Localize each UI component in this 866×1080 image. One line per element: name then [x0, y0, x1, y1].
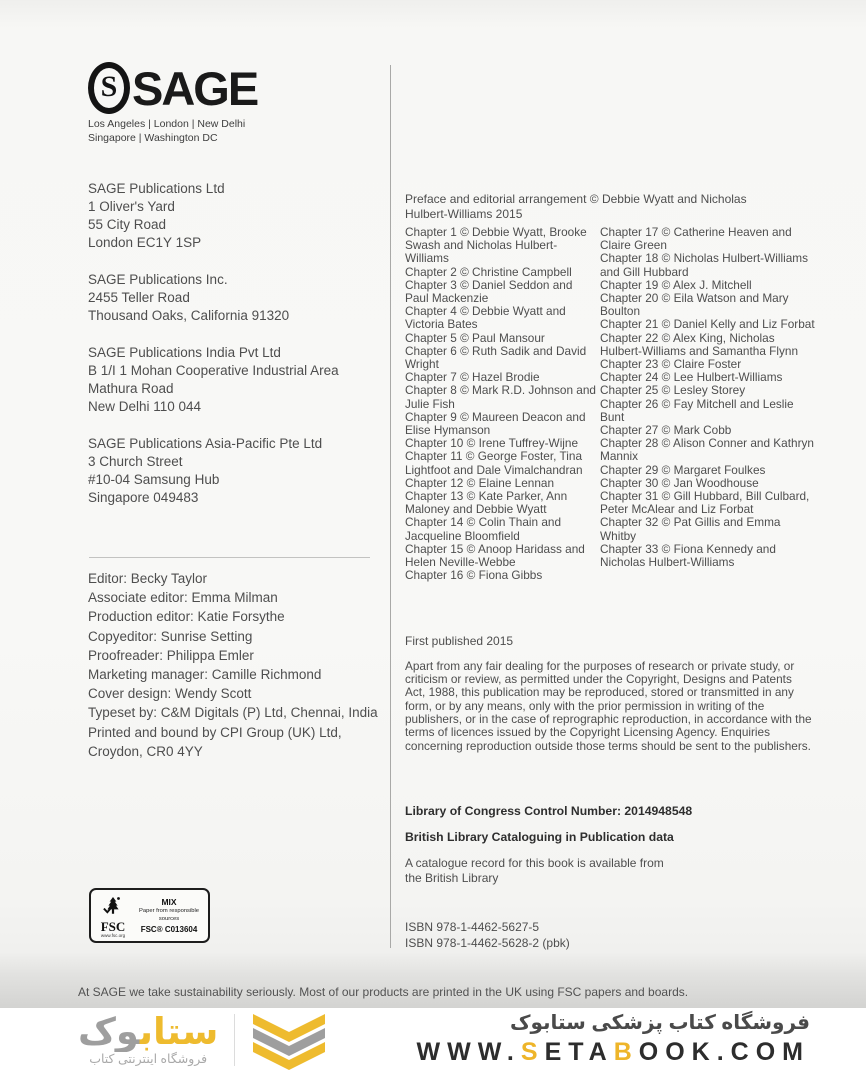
chapter-credit: Chapter 21 © Daniel Kelly and Liz Forbat	[600, 317, 815, 332]
rights-statement: Apart from any fair dealing for the purposes of research or private study, or criticism or review, as permitted under the Copyright, Designs and Patents Act, 1988, this publication may be reproduced, stored or transmitted in any form, or by any means, only with the prior permission in writing of the publishers, or in the case of reprographic reproduction, in accordance with the terms of licences issued by the Copyright Licensing Agency. Enquiries concerning reproduction outside those terms should be sent to the publishers.	[405, 658, 812, 753]
url-part: OOK.COM	[638, 1038, 810, 1066]
url-part-accent: S	[520, 1038, 545, 1066]
chapter-credit: Chapter 1 © Debbie Wyatt, Brooke Swash and Nicholas Hulbert-Williams	[405, 225, 587, 266]
chapter-credit: Chapter 4 © Debbie Wyatt and Victoria Bates	[405, 304, 566, 332]
chapter-credit: Chapter 22 © Alex King, Nicholas Hulbert-Williams and Samantha Flynn	[600, 330, 799, 358]
fsc-label-left	[91, 890, 133, 941]
credit-line: Marketing manager: Camille Richmond	[88, 667, 322, 683]
chapter-credit: Chapter 25 © Lesley Storey	[600, 383, 746, 398]
address-india	[88, 344, 380, 416]
chapter-credit: Chapter 30 © Jan Woodhouse	[600, 475, 759, 490]
chapter-credit: Chapter 28 © Alison Conner and Kathryn Mannix	[600, 436, 814, 464]
chapter-credit: Chapter 17 © Catherine Heaven and Claire Green	[600, 225, 792, 253]
chapter-credit: Chapter 7 © Hazel Brodie	[405, 370, 540, 385]
address-line: 55 City Road	[88, 217, 167, 232]
chapter-credit: Chapter 13 © Kate Parker, Ann Maloney and Debbie Wyatt	[405, 489, 568, 517]
chapter-list-right	[600, 226, 815, 582]
address-line: SAGE Publications India Pvt Ltd	[88, 345, 281, 360]
chapter-credit: Chapter 3 © Daniel Seddon and Paul Mackenzie	[405, 277, 573, 306]
sage-logo	[88, 62, 257, 114]
chapter-credit: Chapter 27 © Mark Cobb	[600, 423, 732, 438]
logo-divider	[234, 1014, 235, 1066]
address-line: 3 Church Street	[88, 454, 183, 469]
horizontal-divider	[89, 557, 370, 558]
library-of-congress-number: Library of Congress Control Number: 2014948548	[405, 804, 693, 819]
chapter-credit: Chapter 33 © Fiona Kennedy and Nicholas Hulbert-Williams	[600, 541, 776, 570]
first-published: First published 2015	[405, 634, 514, 648]
fsc-description: Paper from responsible sources	[139, 908, 199, 922]
setabook-title-farsi: فروشگاه کتاب پزشکی ستابوک	[509, 1012, 810, 1034]
fsc-brand-text: FSC	[100, 918, 126, 934]
fsc-website: www.fsc.org	[100, 932, 126, 938]
chapter-credit: Chapter 24 © Lee Hulbert-Williams	[600, 370, 783, 385]
chapter-credit: Chapter 19 © Alex J. Mitchell	[600, 277, 752, 292]
fsc-tree-icon	[101, 896, 125, 920]
publisher-addresses	[88, 180, 380, 526]
sage-locations-line1: Los Angeles | London | New Delhi	[88, 118, 246, 130]
credit-line: Editor: Becky Taylor	[88, 571, 208, 586]
address-line: SAGE Publications Ltd	[88, 181, 225, 196]
url-part: ETA	[544, 1038, 614, 1066]
chapter-credit: Chapter 20 © Eila Watson and Mary Boulton	[600, 291, 789, 319]
address-us	[88, 271, 380, 325]
fsc-mix-text: MIX	[161, 897, 177, 908]
credit-line: Proofreader: Philippa Emler	[88, 647, 254, 663]
isbn-block	[405, 920, 570, 951]
column-divider	[390, 65, 391, 948]
credit-line: Cover design: Wendy Scott	[88, 686, 252, 702]
chapter-credit: Chapter 18 © Nicholas Hulbert-Williams and Gill Hubbard	[600, 251, 808, 279]
chapter-credit: Chapter 16 © Fiona Gibbs	[405, 568, 543, 583]
fsc-certificate-code: FSC® C013604	[140, 924, 198, 934]
address-line: London EC1Y 1SP	[88, 235, 202, 250]
credit-line: Printed and bound by CPI Group (UK) Ltd, Croydon, CR0 4YY	[88, 724, 342, 759]
chapter-credit: Chapter 31 © Gill Hubbard, Bill Culbard, Peter McAlear and Liz Forbat	[600, 489, 810, 517]
address-line: Mathura Road	[88, 381, 174, 396]
chapter-credit: Chapter 8 © Mark R.D. Johnson and Julie Fish	[405, 383, 596, 411]
credit-line: Production editor: Katie Forsythe	[88, 609, 285, 625]
credit-line: Associate editor: Emma Milman	[88, 590, 278, 606]
address-line: Thousand Oaks, California 91320	[88, 308, 290, 323]
chapter-credit: Chapter 15 © Anoop Haridass and Helen Neville-Webbe	[405, 541, 585, 570]
sage-logo-s-icon	[88, 62, 130, 114]
british-library-heading: British Library Cataloguing in Publication data	[405, 830, 674, 845]
isbn-line: ISBN 978-1-4462-5627-5	[405, 920, 540, 934]
address-line: Singapore 049483	[88, 490, 199, 505]
url-part: WWW.	[416, 1038, 521, 1066]
sage-logo-text: SAGE	[132, 61, 258, 115]
address-line: 2455 Teller Road	[88, 290, 190, 305]
setabook-wordmark: ستابوک	[78, 1011, 219, 1052]
production-credits	[88, 569, 384, 761]
setabook-url	[417, 1036, 810, 1068]
credit-line: Copyeditor: Sunrise Setting	[88, 628, 253, 644]
setabook-tagline: فروشگاه اینترنتی کتاب	[89, 1052, 208, 1066]
setabook-footer-right	[417, 1010, 810, 1068]
chapter-credit: Chapter 10 © Irene Tuffrey-Wijne	[405, 436, 579, 451]
chapter-credit: Chapter 11 © George Foster, Tina Lightfoot and Dale Vimalchandran	[405, 449, 583, 477]
sage-logo-s-letter: S	[100, 70, 118, 103]
sustainability-band	[0, 952, 866, 1008]
address-line: SAGE Publications Inc.	[88, 272, 228, 287]
setabook-chevron-icon	[249, 1012, 329, 1074]
url-part-accent: B	[613, 1038, 639, 1066]
british-library-note: A catalogue record for this book is available from the British Library	[405, 856, 664, 885]
address-line: 1 Oliver's Yard	[88, 199, 175, 214]
chapter-copyright-list	[405, 226, 815, 582]
chapter-credit: Chapter 2 © Christine Campbell	[405, 264, 572, 279]
sage-locations	[88, 117, 245, 145]
fsc-label	[89, 888, 210, 943]
chapter-credit: Chapter 5 © Paul Mansour	[405, 330, 545, 345]
setabook-wordmark-block	[78, 1012, 218, 1066]
fsc-label-right	[133, 890, 208, 941]
address-line: B 1/I 1 Mohan Cooperative Industrial Area	[88, 363, 339, 378]
chapter-credit: Chapter 32 © Pat Gillis and Emma Whitby	[600, 515, 781, 543]
setabook-footer	[0, 1008, 866, 1080]
chapter-list-left	[405, 226, 597, 582]
address-line: New Delhi 110 044	[88, 399, 202, 414]
address-line: #10-04 Samsung Hub	[88, 472, 220, 487]
preface-copyright: Preface and editorial arrangement © Debbie Wyatt and Nicholas Hulbert-Williams 2015	[405, 192, 747, 221]
address-uk	[88, 180, 380, 252]
address-line: SAGE Publications Asia-Pacific Pte Ltd	[88, 436, 323, 451]
credit-line: Typeset by: C&M Digitals (P) Ltd, Chennai, India	[88, 705, 378, 721]
isbn-line: ISBN 978-1-4462-5628-2 (pbk)	[405, 935, 570, 950]
chapter-credit: Chapter 26 © Fay Mitchell and Leslie Bunt	[600, 396, 794, 424]
setabook-logo	[78, 1012, 329, 1074]
chapter-credit: Chapter 23 © Claire Foster	[600, 357, 742, 372]
sustainability-note: At SAGE we take sustainability seriously. Most of our products are printed in the UK using FSC papers and boards.	[78, 985, 689, 999]
chapter-credit: Chapter 29 © Margaret Foulkes	[600, 462, 766, 477]
sage-locations-line2: Singapore | Washington DC	[88, 132, 218, 144]
chapter-credit: Chapter 9 © Maureen Deacon and Elise Hymanson	[405, 409, 586, 438]
chapter-credit: Chapter 6 © Ruth Sadik and David Wright	[405, 343, 587, 372]
chapter-credit: Chapter 14 © Colin Thain and Jacqueline Bloomfield	[405, 515, 562, 543]
address-asia-pacific	[88, 435, 380, 507]
chapter-credit: Chapter 12 © Elaine Lennan	[405, 475, 555, 490]
